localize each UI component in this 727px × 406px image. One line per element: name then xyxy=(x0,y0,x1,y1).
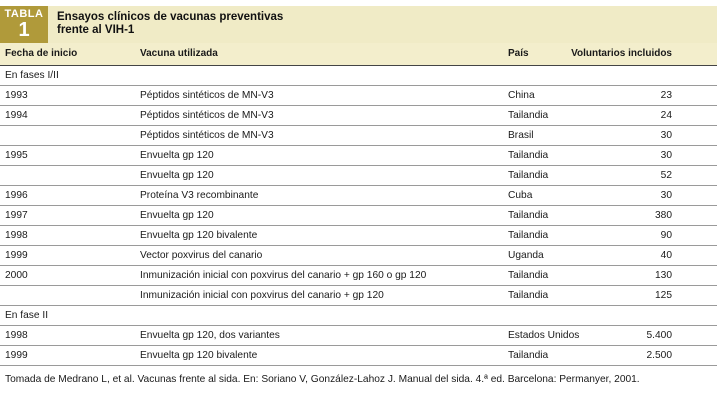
table-row xyxy=(0,346,717,366)
column-header-country: País xyxy=(508,48,529,59)
cell-volunteers: 30 xyxy=(660,130,672,141)
cell-country: Tailandia xyxy=(508,270,549,281)
cell-vaccine: Inmunización inicial con poxvirus del canario + gp 120 xyxy=(140,290,384,301)
cell-vaccine: Envuelta gp 120, dos variantes xyxy=(140,330,280,341)
table-row xyxy=(0,226,717,246)
table-row xyxy=(0,126,717,146)
table-title-line2: frente al VIH-1 xyxy=(57,24,135,36)
cell-year: 1993 xyxy=(5,90,28,101)
cell-volunteers: 30 xyxy=(660,190,672,201)
cell-vaccine: Envuelta gp 120 xyxy=(140,170,214,181)
cell-vaccine: Proteína V3 recombinante xyxy=(140,190,259,201)
section-row xyxy=(0,66,717,86)
table-row xyxy=(0,266,717,286)
table-header xyxy=(0,6,717,43)
cell-vaccine: Vector poxvirus del canario xyxy=(140,250,263,261)
table-title-line1: Ensayos clínicos de vacunas preventivas xyxy=(57,11,284,23)
cell-volunteers: 380 xyxy=(655,210,672,221)
cell-year: 1998 xyxy=(5,230,28,241)
cell-vaccine: Péptidos sintéticos de MN-V3 xyxy=(140,90,274,101)
cell-country: Tailandia xyxy=(508,230,549,241)
cell-year: 1998 xyxy=(5,330,28,341)
cell-year: 1996 xyxy=(5,190,28,201)
table-label: TABLA xyxy=(4,8,44,20)
column-header-volunteers: Voluntarios incluidos xyxy=(571,48,672,59)
table-row xyxy=(0,106,717,126)
cell-country: Tailandia xyxy=(508,210,549,221)
cell-country: Estados Unidos xyxy=(508,330,580,341)
cell-year: 1995 xyxy=(5,150,28,161)
table-row xyxy=(0,326,717,346)
table-row xyxy=(0,86,717,106)
table-label-box xyxy=(0,6,48,43)
cell-vaccine: Inmunización inicial con poxvirus del canario + gp 160 o gp 120 xyxy=(140,270,427,281)
table-footnote: Tomada de Medrano L, et al. Vacunas frente al sida. En: Soriano V, González-Lahoz J. Manual del sida. 4.ª ed. Barcelona: Permanyer, 2001. xyxy=(5,374,640,385)
cell-vaccine: Envuelta gp 120 xyxy=(140,210,214,221)
column-header-vaccine: Vacuna utilizada xyxy=(140,48,218,59)
table-row xyxy=(0,186,717,206)
cell-year: 2000 xyxy=(5,270,28,281)
cell-country: Cuba xyxy=(508,190,533,201)
table-row xyxy=(0,206,717,226)
cell-volunteers: 125 xyxy=(655,290,672,301)
cell-volunteers: 5.400 xyxy=(646,330,672,341)
cell-vaccine: Envuelta gp 120 xyxy=(140,150,214,161)
cell-volunteers: 23 xyxy=(660,90,672,101)
cell-volunteers: 2.500 xyxy=(646,350,672,361)
cell-country: Uganda xyxy=(508,250,544,261)
cell-year: 1999 xyxy=(5,350,28,361)
cell-vaccine: Envuelta gp 120 bivalente xyxy=(140,230,258,241)
section-title: En fases I/II xyxy=(5,70,59,81)
column-headers xyxy=(0,43,717,66)
cell-vaccine: Envuelta gp 120 bivalente xyxy=(140,350,258,361)
table-row xyxy=(0,286,717,306)
table-number: 1 xyxy=(18,19,30,41)
cell-volunteers: 30 xyxy=(660,150,672,161)
table-body xyxy=(0,66,717,366)
cell-country: Tailandia xyxy=(508,170,549,181)
table-row xyxy=(0,166,717,186)
column-header-year: Fecha de inicio xyxy=(5,48,78,59)
cell-vaccine: Péptidos sintéticos de MN-V3 xyxy=(140,110,274,121)
cell-volunteers: 40 xyxy=(660,250,672,261)
cell-volunteers: 90 xyxy=(660,230,672,241)
cell-vaccine: Péptidos sintéticos de MN-V3 xyxy=(140,130,274,141)
cell-volunteers: 24 xyxy=(660,110,672,121)
cell-year: 1994 xyxy=(5,110,28,121)
table-title xyxy=(57,11,457,37)
cell-country: China xyxy=(508,90,535,101)
cell-country: Tailandia xyxy=(508,110,549,121)
table-row xyxy=(0,146,717,166)
cell-country: Brasil xyxy=(508,130,534,141)
cell-country: Tailandia xyxy=(508,150,549,161)
section-title: En fase II xyxy=(5,310,49,321)
cell-year: 1999 xyxy=(5,250,28,261)
cell-country: Tailandia xyxy=(508,290,549,301)
section-row xyxy=(0,306,717,326)
cell-volunteers: 130 xyxy=(655,270,672,281)
cell-country: Tailandia xyxy=(508,350,549,361)
cell-volunteers: 52 xyxy=(660,170,672,181)
cell-year: 1997 xyxy=(5,210,28,221)
table-row xyxy=(0,246,717,266)
